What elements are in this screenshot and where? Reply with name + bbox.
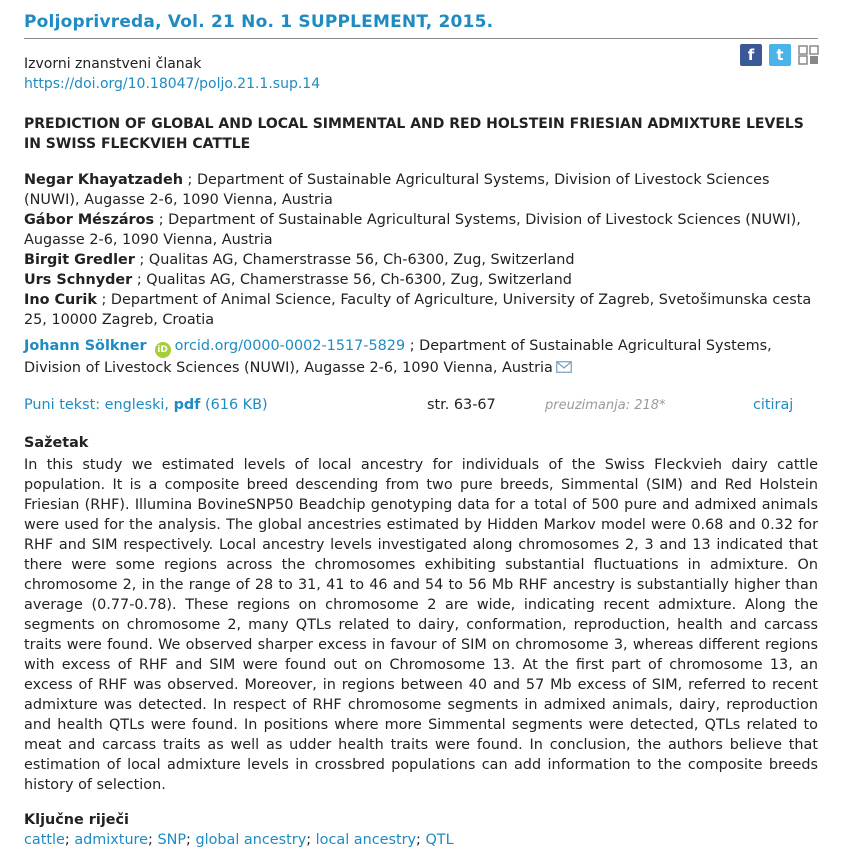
keyword-link[interactable]: local ancestry (315, 832, 417, 848)
twitter-share-button[interactable]: t (769, 44, 791, 66)
abstract-heading: Sažetak (24, 435, 89, 451)
keyword-link[interactable]: QTL (425, 832, 454, 848)
author-entry (24, 210, 814, 250)
author-name: Urs Schnyder (24, 272, 133, 288)
author-name: Ino Curik (24, 292, 97, 308)
keyword-link[interactable]: global ancestry (195, 832, 307, 848)
author-affiliation: ; Qualitas AG, Chamerstrasse 56, Ch-6300, Zug, Switzerland (139, 252, 575, 268)
cite-link[interactable]: citiraj (753, 397, 794, 413)
orcid-link[interactable]: orcid.org/0000-0002-1517-5829 (174, 338, 406, 354)
author-affiliation: ; Qualitas AG, Chamerstrasse 56, Ch-6300, Zug, Switzerland (136, 272, 572, 288)
author-name: Gábor Mészáros (24, 212, 155, 228)
keyword-separator: ; (148, 832, 153, 848)
author-affiliation: ; Department of Sustainable Agricultural Systems, Division of Livestock Sciences (NUWI), Augasse 2-6, 1090 Vienna, Austria (24, 338, 772, 376)
keyword-separator: ; (416, 832, 421, 848)
author-list (24, 170, 814, 379)
mail-icon[interactable] (556, 359, 572, 379)
author-affiliation: ; Department of Sustainable Agricultural Systems, Division of Livestock Sciences (NUWI), Augasse 2-6, 1090 Vienna, Austria (24, 212, 801, 248)
keywords-heading: Ključne riječi (24, 812, 129, 828)
author-entry (24, 270, 814, 290)
author-name: Birgit Gredler (24, 252, 135, 268)
share-bar (740, 44, 820, 66)
keyword-link[interactable]: cattle (24, 832, 65, 848)
abstract-text: In this study we estimated levels of local ancestry for individuals of the Swiss Fleckvieh dairy cattle population. It is a composite breed descending from two pure breeds, Simmental (SIM) and Red Holstein Friesian (RHF). Illumina BovineSNP50 Beadchip genotyping data for a total of 500 pure and admixed animals were used for the analysis. The global ancestries estimated by Hidden Markov model were 0.68 and 0.32 for RHF and SIM respectively. Local ancestry levels investigated along chromosomes 2, 3 and 13 indicated that there were some regions across the chromosomes exhibiting substantial fluctuations in admixture. On chromosome 2, in the range of 28 to 31, 41 to 46 and 54 to 56 Mb RHF ancestry is substantially higher than average (0.77-0.78). These regions on chromosome 2 are wide, indicating recent admixture. Along the segments on chromosome 2, many QTLs related to dairy, conformation, reproduction, health and carcass traits were found. We observed sharper excess in favour of SIM on chromosome 3, whereas different regions with excess of RHF and SIM were found out on Chromosome 13. At the first part of chromosome 13, an excess of RHF was observed. Moreover, in regions between 40 and 57 Mb excess of SIM, referred to recent admixture was detected. In respect of RHF chromosome segments in admixed animals, dairy, reproduction and health QTLs were found. In positions where more Simmental segments were detected, QTLs related to meat and carcass traits as well as udder health traits were found. In conclusion, the authors believe that estimation of local admixture levels in crossbred populations can add information to the composite breeds history of selection. (24, 457, 818, 793)
keyword-link[interactable]: admixture (74, 832, 149, 848)
fulltext-link[interactable] (24, 397, 268, 413)
keyword-separator: ; (64, 832, 70, 848)
pdf-link[interactable]: pdf (173, 397, 201, 413)
download-count: preuzimanja: 218* (545, 398, 666, 413)
author-affiliation: ; Department of Animal Science, Faculty of Agriculture, University of Zagreb, Svetošimunska cesta 25, 10000 Zagreb, Croatia (24, 292, 812, 328)
author-entry (24, 170, 814, 210)
facebook-share-button[interactable]: f (740, 44, 762, 66)
keyword-link[interactable]: SNP (157, 832, 187, 848)
share-icon[interactable] (798, 44, 820, 66)
pdf-size: (616 KB) (205, 397, 268, 413)
fulltext-label: Puni tekst: engleski, (24, 397, 169, 413)
orcid-icon[interactable]: iD (155, 342, 171, 358)
article-title: PREDICTION OF GLOBAL AND LOCAL SIMMENTAL AND RED HOLSTEIN FRIESIAN ADMIXTURE LEVELS IN SWISS FLECKVIEH CATTLE (24, 116, 804, 152)
author-name: Negar Khayatzadeh (24, 172, 183, 188)
page-range: str. 63-67 (427, 397, 496, 413)
article-type: Izvorni znanstveni članak (24, 56, 202, 72)
author-name-link[interactable]: Johann Sölkner (24, 338, 147, 354)
keyword-separator: ; (186, 832, 191, 848)
keyword-separator: ; (306, 832, 312, 848)
author-entry (24, 250, 814, 270)
title-divider (24, 38, 818, 39)
author-entry (24, 290, 814, 330)
keyword-list (24, 832, 454, 848)
author-affiliation: ; Department of Sustainable Agricultural Systems, Division of Livestock Sciences (NUWI), Augasse 2-6, 1090 Vienna, Austria (24, 172, 770, 208)
doi-link[interactable]: https://doi.org/10.18047/poljo.21.1.sup.14 (24, 76, 321, 92)
article-meta-row (24, 397, 814, 417)
author-entry (24, 336, 814, 379)
journal-title[interactable]: Poljoprivreda, Vol. 21 No. 1 SUPPLEMENT, 2015. (24, 12, 494, 32)
